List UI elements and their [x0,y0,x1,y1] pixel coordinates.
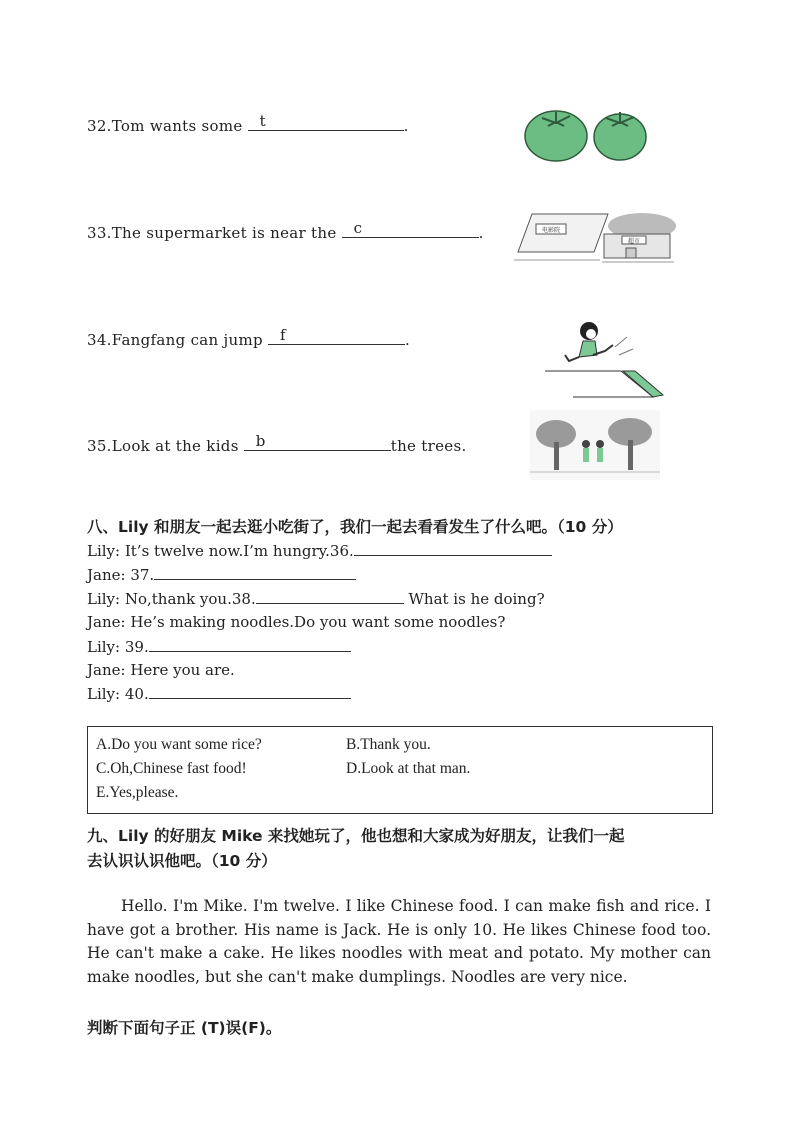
option-b: B.Thank you. [346,736,431,753]
option-a: A.Do you want some rice? [96,736,262,753]
option-c: C.Oh,Chinese fast food! [96,760,247,777]
kids-between-trees-picture [530,410,660,480]
options-box [87,726,713,814]
answer-blank-36[interactable] [354,541,552,556]
answer-blank-40[interactable] [149,684,351,699]
reading-passage [87,895,711,989]
dialogue-line: Jane: Here you are. [87,661,235,679]
dialogue-line: Jane: He’s making noodles.Do you want some noodles? [87,613,506,631]
dialogue-line: Lily: 39. [87,637,351,656]
dialogue-line: Lily: 40. [87,684,351,703]
option-e: E.Yes,please. [96,784,179,801]
answer-blank[interactable]: f [268,329,405,345]
question-32: 32.Tom wants some t . [87,112,409,135]
section-9-title-line2: 去认识认识他吧。（10 分） [87,852,277,870]
market-sign: 超市 [627,238,641,245]
question-33: 33.The supermarket is near the c . [87,219,484,242]
passage-text: Hello. I'm Mike. I'm twelve. I like Chinese food. I can make fish and rice. I have got a brother. His name is Jack. He is only 10. He likes Chinese food too. He can't make a cake. He likes noodles with meat and potato. My mother can make noodles, but she can't make dumplings. Noodles are very nice. [87,897,711,986]
question-34: 34.Fangfang can jump f . [87,326,411,349]
true-false-instruction: 判断下面句子正 (T)误(F)。 [87,1019,282,1037]
answer-blank[interactable]: b [244,435,391,451]
answer-blank[interactable]: c [342,222,479,238]
answer-blank-38[interactable] [256,589,404,604]
section-8-title: 八、Lily 和朋友一起去逛小吃街了，我们一起去看看发生了什么吧。（10 分） [87,518,623,536]
dialogue-line: Lily: No,thank you.38. What is he doing? [87,590,545,608]
answer-blank-37[interactable] [154,565,356,580]
jumping-girl-picture [543,315,665,399]
option-d: D.Look at that man. [346,760,471,777]
dialogue-line: Jane: 37. [87,565,356,584]
dialogue-line: Lily: It’s twelve now.I’m hungry.36. [87,541,552,560]
cinema-sign: 电影院 [541,227,561,234]
answer-blank-39[interactable] [149,637,351,652]
question-35: 35.Look at the kids b the trees. [87,432,467,455]
cinema-supermarket-picture [514,208,680,266]
section-9-title-line1: 九、Lily 的好朋友 Mike 来找她玩了，他也想和大家成为好朋友，让我们一起 [87,827,625,845]
answer-blank[interactable]: t [248,115,404,131]
tomatoes-picture [522,104,650,164]
